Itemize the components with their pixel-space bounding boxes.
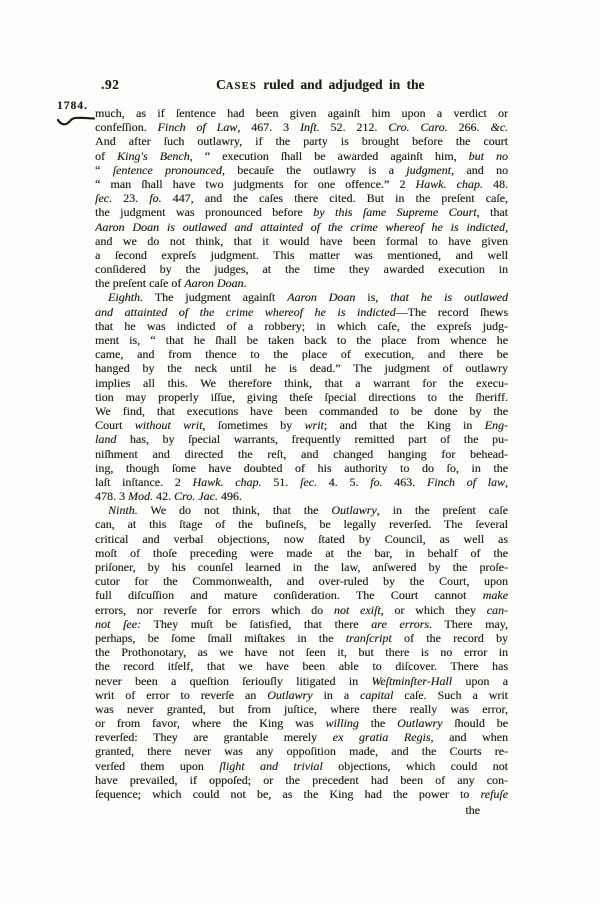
text-line: writ of error to reverſe an Outlawry in a capital caſe. Such a writ bbox=[95, 687, 508, 702]
text-line: full diſcuſſion and mature conſideration. The Court cannot make bbox=[95, 588, 508, 603]
text-line: a ſecond expreſs judgment. This matter was mentioned, and well bbox=[95, 247, 508, 262]
text-line: conſidered by the judges, at the time they awarded execution in bbox=[95, 262, 508, 277]
text-line: priſoner, by his counſel learned in the law, anſwered by the proſe- bbox=[95, 560, 508, 574]
text-line: the Prothonotary, as we have not ſeen it, but there is no error in bbox=[95, 645, 508, 660]
text-line: and attainted of the crime whereof he is indicted—The record ſhews bbox=[95, 304, 508, 319]
text-line: laſt inſtance. 2 Hawk. chap. 51. ſec. 4. 5. fo. 463. Finch of law, bbox=[95, 474, 508, 489]
text-line: Court without writ, ſometimes by writ; and that the King in Eng- bbox=[95, 418, 508, 433]
text-line: Ninth. We do not think, that the Outlawry, in the preſent caſe bbox=[108, 503, 508, 518]
text-line: that he was indicted of a robbery; in which caſe, the expreſs judg- bbox=[95, 318, 508, 333]
text-line: not ſee: They muſt be ſatisfied, that there are errors. There may, bbox=[95, 616, 508, 631]
text-line: 478. 3 Mod. 42. Cro. Jac. 496. bbox=[95, 489, 242, 504]
text-line: have prevailed, if oppoſed; or the precedent had been of any con- bbox=[95, 772, 508, 787]
text-line: errors, nor reverſe for errors which do not exiſt, or which they can- bbox=[95, 602, 508, 617]
catchword: the bbox=[465, 803, 480, 817]
text-line: And after ſuch outlawry, if the party is brought before the court bbox=[95, 134, 508, 149]
text-line: verſed them upon ſlight and trivial objections, which could not bbox=[95, 758, 508, 773]
text-line: “ man ſhall have two judgments for one offence.” 2 Hawk. chap. 48. bbox=[95, 176, 508, 191]
text-line: implies all this. We therefore think, that a warrant for the execu- bbox=[95, 375, 508, 390]
running-title bbox=[216, 77, 425, 93]
text-line: was never granted, but from juſtice, where there really was error, bbox=[95, 701, 508, 716]
text-line: Eighth. The judgment againſt Aaron Doan is, that he is outlawed bbox=[108, 290, 508, 305]
text-line: never been a queſtion ſeriouſly litigated in Weſtminſter-Hall upon a bbox=[95, 673, 508, 688]
text-line: or from favor, where the King was willing the Outlawry ſhould be bbox=[95, 716, 508, 731]
running-title-caps: ASES bbox=[225, 81, 257, 92]
text-line: the judgment was pronounced before by this ſame Supreme Court, that bbox=[95, 205, 508, 220]
running-title-initial: C bbox=[216, 77, 226, 92]
text-line: the preſent caſe of Aaron Doan. bbox=[95, 276, 247, 291]
body-text bbox=[95, 106, 508, 801]
text-line: and we do not think, that it would have been formal to have given bbox=[95, 233, 508, 248]
text-line: granted, there never was any oppoſition made, and the Courts re- bbox=[95, 744, 508, 759]
text-line: much, as if ſentence had been given againſt him upon a verdict or bbox=[95, 106, 508, 120]
text-line: “ ſentence pronounced, becauſe the outlawry is a judgment, and no bbox=[95, 162, 508, 177]
text-line: ſec. 23. fo. 447, and the caſes there cited. But in the preſent caſe, bbox=[95, 191, 508, 206]
text-line: Aaron Doan is outlawed and attainted of the crime whereof he is indicted, bbox=[95, 219, 508, 234]
margin-year: 1784. bbox=[57, 100, 88, 112]
text-line: confeſſion. Finch of Law, 467. 3 Inſt. 52. 212. Cro. Caro. 266. &c. bbox=[95, 120, 508, 135]
page-number: .92 bbox=[101, 77, 120, 92]
text-line: reverſed: They are grantable merely ex gratia Regis, and when bbox=[95, 730, 508, 745]
text-line: can, at this ſtage of the buſineſs, be legally reverſed. The ſeveral bbox=[95, 517, 508, 532]
running-title-rest: ruled and adjudged in the bbox=[256, 77, 425, 92]
text-line: the record itſelf, that we have been able to diſcover. There has bbox=[95, 659, 508, 674]
text-line: niſhment and directed the reſt, and changed hanging for behead- bbox=[95, 446, 508, 461]
text-line: We find, that executions have been commanded to be done by the bbox=[95, 403, 508, 418]
text-line: of King's Bench, “ execution ſhall be awarded againſt him, but no bbox=[95, 148, 508, 163]
text-line: cutor for the Commonwealth, and over-ruled by the Court, upon bbox=[95, 574, 508, 589]
text-line: ſequence; which could not be, as the King had the power to refuſe bbox=[95, 787, 508, 801]
text-line: tion may properly iſſue, giving theſe ſpecial directions to the ſheriff. bbox=[95, 389, 508, 404]
text-line: hanged by the neck until he is dead.” The judgment of outlawry bbox=[95, 361, 508, 376]
text-line: moſt of thoſe preceding were made at the bar, in behalf of the bbox=[95, 545, 508, 560]
text-line: land has, by ſpecial warrants, frequently remitted part of the pu- bbox=[95, 432, 508, 447]
text-line: came, and from thence to the place of execution, and there be bbox=[95, 347, 508, 362]
text-line: perhaps, be ſome ſmall miſtakes in the tranſcript of the record by bbox=[95, 630, 508, 645]
text-line: critical and verbal objections, now ſtated by Council, as well as bbox=[95, 531, 508, 546]
flourish-icon bbox=[56, 113, 98, 134]
text-line: ing, though ſome have doubted of his authority to do ſo, in the bbox=[95, 460, 508, 475]
text-line: ment is, “ that he ſhall be taken back to the place from whence he bbox=[95, 333, 508, 347]
